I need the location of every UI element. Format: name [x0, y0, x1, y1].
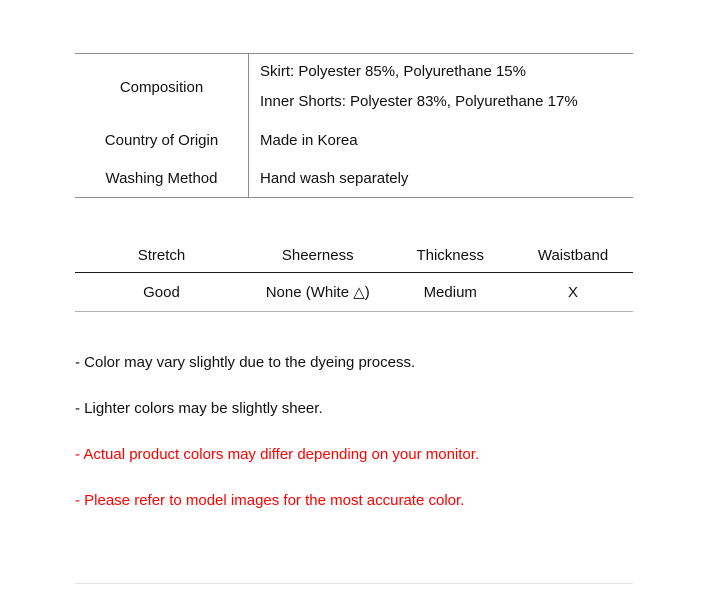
washing-label: Washing Method: [75, 160, 249, 198]
header-thickness: Thickness: [387, 238, 513, 273]
bottom-divider: [75, 583, 633, 584]
table-row-washing: [75, 160, 633, 198]
origin-label: Country of Origin: [75, 121, 249, 160]
header-sheerness: Sheerness: [248, 238, 388, 273]
value-stretch: Good: [75, 273, 248, 312]
product-info-table: [75, 53, 633, 198]
note-monitor-colors: - Actual product colors may differ depending on your monitor.: [75, 446, 480, 463]
washing-value: Hand wash separately: [260, 169, 409, 187]
product-notes: [75, 354, 479, 538]
table-row-composition: [75, 54, 633, 121]
composition-label: Composition: [75, 54, 249, 121]
note-lighter-colors: - Lighter colors may be slightly sheer.: [75, 400, 323, 417]
header-waistband: Waistband: [513, 238, 633, 273]
product-attributes-table: [75, 238, 633, 312]
attributes-header-row: [75, 238, 633, 273]
composition-inner-shorts-line: Inner Shorts: Polyester 83%, Polyurethane 17%: [260, 93, 578, 111]
note-model-images: - Please refer to model images for the most accurate color.: [75, 492, 465, 509]
origin-value: Made in Korea: [260, 131, 358, 149]
value-sheerness: None (White △): [248, 273, 388, 312]
composition-skirt-line: Skirt: Polyester 85%, Polyurethane 15%: [260, 63, 526, 81]
value-thickness: Medium: [387, 273, 513, 312]
note-dyeing-process: - Color may vary slightly due to the dyeing process.: [75, 354, 416, 371]
value-waistband: X: [513, 273, 633, 312]
attributes-value-row: [75, 273, 633, 312]
header-stretch: Stretch: [75, 238, 248, 273]
composition-value: [249, 54, 634, 121]
table-row-origin: [75, 121, 633, 160]
